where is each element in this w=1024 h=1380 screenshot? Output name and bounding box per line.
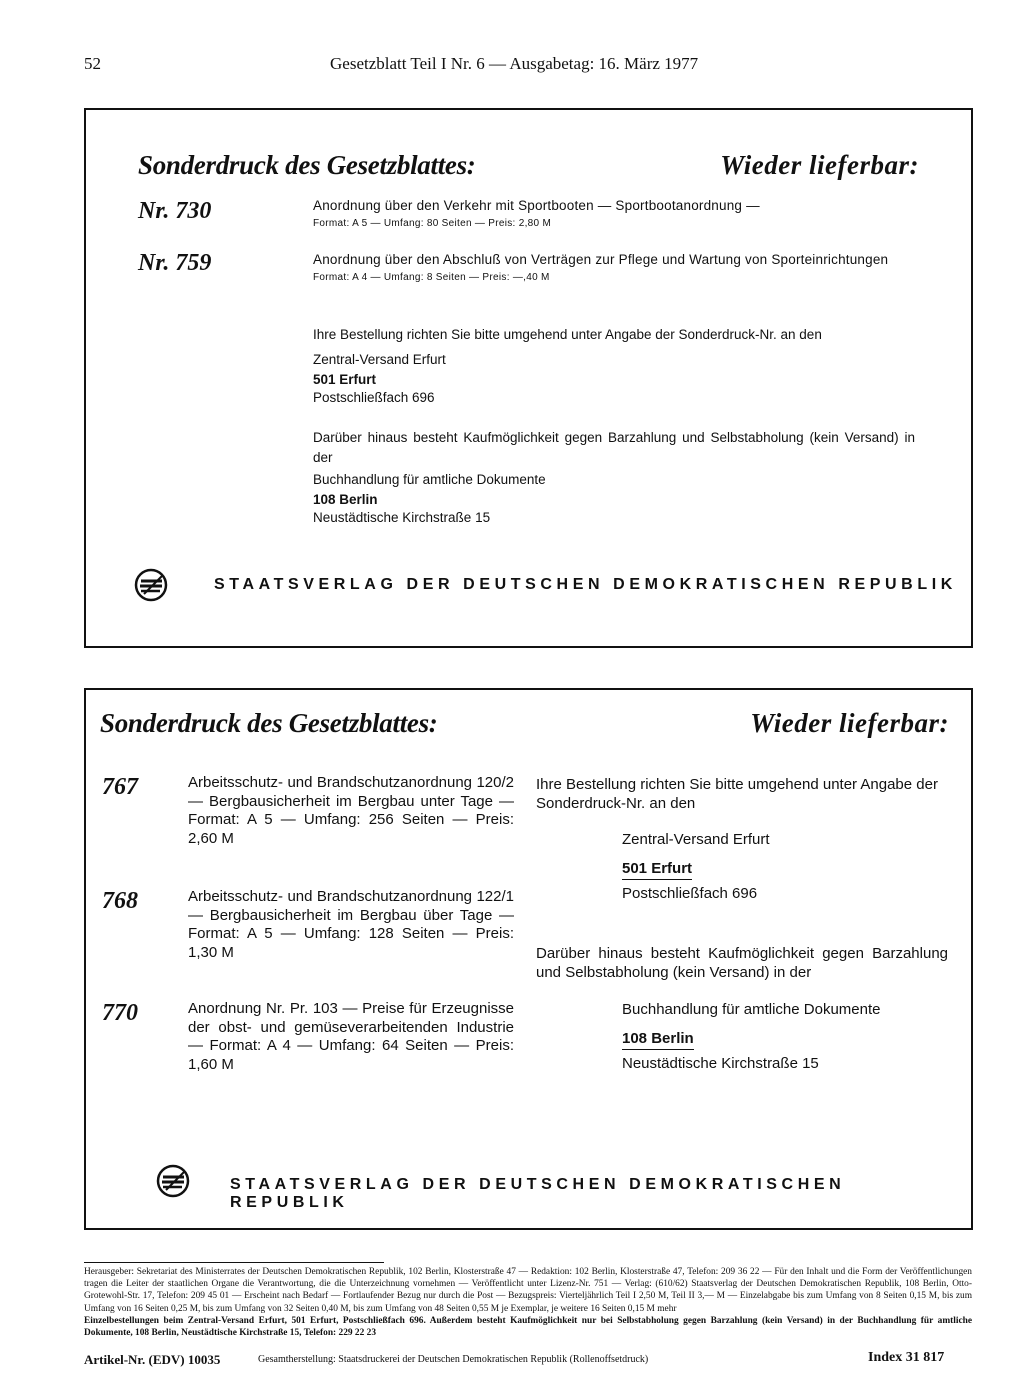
box1-publisher: STAATSVERLAG DER DEUTSCHEN DEMOKRATISCHEN REPUBLIK xyxy=(214,576,957,593)
staatsverlag-logo-icon xyxy=(156,1164,190,1198)
box1-shop-street: Neustädtische Kirchstraße 15 xyxy=(313,510,491,525)
box2-item-number: 770 xyxy=(102,1000,138,1026)
box2-publisher: STAATSVERLAG DER DEUTSCHEN DEMOKRATISCHEN REPUBLIK xyxy=(230,1176,846,1211)
box2-item-number: 768 xyxy=(102,888,138,914)
box2-item-text: Arbeitsschutz- und Brandschutzanordnung 120/2 — Bergbausicherheit im Bergbau unter Tage — Format: A 5 — Umfang: 256 Seiten — Preis: 2,60 M xyxy=(188,774,514,847)
box2-order-address-name: Zentral-Versand Erfurt xyxy=(622,831,770,848)
box1-item-number: Nr. 759 xyxy=(138,250,212,276)
box1-order-address-city: 501 Erfurt xyxy=(313,372,377,387)
box1-shop-city: 108 Berlin xyxy=(313,492,378,507)
box1-item-number: Nr. 730 xyxy=(138,198,212,224)
imprint-text: Herausgeber: Sekretariat des Ministerrates der Deutschen Demokratischen Republik, 102 Berlin, Klosterstraße 47 — Redaktion: 102 Berlin, Klosterstraße 47, Telefon: 209 36 22 — Für den Inhalt und die Form der Veröffentlichungen tragen die Leiter der staatlichen Organe die Verantwortung, die die Unterzeichnung vornehmen — Veröffentlicht unter Lizenz-Nr. 751 — Verlag: (610/62) Staatsverlag der Deutschen Demokratischen Republik, 108 Berlin, Otto-Grotewohl-Str. 17, Telefon: 209 45 01 — Erscheint nach Bedarf — Fortlaufender Bezug nur durch die Post — Bezugspreis: Vierteljährlich Teil I 2,50 M, Teil II 3,— M — Einzelabgabe bis zum Umfang von 8 Seiten 0,15 M, bis zum Umfang von 16 Seiten 0,25 M, bis zum Umfang von 32 Seiten 0,40 M, bis zum Umfang von 48 Seiten 0,55 M je Exemplar, je weitere 16 Seiten 0,15 M mehr xyxy=(84,1267,972,1314)
box1-order-address-box: Postschließfach 696 xyxy=(313,390,435,405)
box2-shop-city: 108 Berlin xyxy=(622,1030,694,1050)
box2-purchase-note: Darüber hinaus besteht Kaufmöglichkeit gegen Barzahlung und Selbstabholung (kein Versand) in der xyxy=(536,945,948,981)
box2-item-text: Arbeitsschutz- und Brandschutzanordnung 122/1 — Bergbausicherheit im Bergbau über Tage — Format: A 5 — Umfang: 128 Seiten — Preis: 1,30 M xyxy=(188,888,514,961)
notice-box-1 xyxy=(84,108,973,648)
box1-shop-name: Buchhandlung für amtliche Dokumente xyxy=(313,472,546,487)
article-number: Artikel-Nr. (EDV) 10035 xyxy=(84,1352,221,1367)
running-title: Gesetzblatt Teil I Nr. 6 — Ausgabetag: 16. März 1977 xyxy=(330,54,699,73)
box2-item-number: 767 xyxy=(102,774,138,800)
imprint xyxy=(84,1262,972,1339)
box2-order-instruction: Ihre Bestellung richten Sie bitte umgehend unter Angabe der Sonderdruck-Nr. an den xyxy=(536,776,938,812)
box1-purchase-note: Darüber hinaus besteht Kaufmöglichkeit gegen Barzahlung und Selbstabholung (kein Versand) in der xyxy=(313,430,915,465)
box2-shop-name: Buchhandlung für amtliche Dokumente xyxy=(622,1001,881,1018)
box2-order-address-city: 501 Erfurt xyxy=(622,860,692,880)
box1-title: Sonderdruck des Gesetzblattes: xyxy=(138,150,476,180)
box2-item-text: Anordnung Nr. Pr. 103 — Preise für Erzeugnisse der obst- und gemüseverarbeitenden Industrie — Format: A 4 — Umfang: 64 Seiten — Preis: 1,60 M xyxy=(188,1000,514,1073)
box1-item-title: Anordnung über den Verkehr mit Sportbooten — Sportbootanordnung — xyxy=(313,198,760,213)
box1-order-address-name: Zentral-Versand Erfurt xyxy=(313,352,446,367)
box2-title: Sonderdruck des Gesetzblattes: xyxy=(100,708,438,738)
box2-shop-street: Neustädtische Kirchstraße 15 xyxy=(622,1055,819,1072)
box1-order-instruction: Ihre Bestellung richten Sie bitte umgehend unter Angabe der Sonderdruck-Nr. an den xyxy=(313,327,822,342)
production-note: Gesamtherstellung: Staatsdruckerei der Deutschen Demokratischen Republik (Rollenoffsetdruck) xyxy=(258,1354,649,1365)
box1-availability: Wieder lieferbar: xyxy=(720,150,919,180)
index-number: Index 31 817 xyxy=(868,1350,945,1365)
box1-item-title: Anordnung über den Abschluß von Verträgen zur Pflege und Wartung von Sporteinrichtungen xyxy=(313,252,889,267)
page-number: 52 xyxy=(84,54,101,73)
box2-order-address-box: Postschließfach 696 xyxy=(622,885,758,902)
staatsverlag-logo-icon xyxy=(134,568,168,602)
box2-availability: Wieder lieferbar: xyxy=(750,708,949,738)
notice-box-2 xyxy=(84,688,973,1230)
imprint-divider xyxy=(84,1262,384,1263)
box1-item-details: Format: A 4 — Umfang: 8 Seiten — Preis: —,40 M xyxy=(313,272,550,283)
single-orders-note: Einzelbestellungen beim Zentral-Versand Erfurt, 501 Erfurt, Postschließfach 696. Außerdem besteht Kaufmöglichkeit nur bei Selbstabholung gegen Barzahlung (kein Versand) in der Buchhandlung für amtliche Dokumente, 108 Berlin, Neustädtische Kirchstraße 15, Telefon: 229 22 23 xyxy=(84,1315,972,1339)
box1-item-details: Format: A 5 — Umfang: 80 Seiten — Preis: 2,80 M xyxy=(313,218,552,229)
